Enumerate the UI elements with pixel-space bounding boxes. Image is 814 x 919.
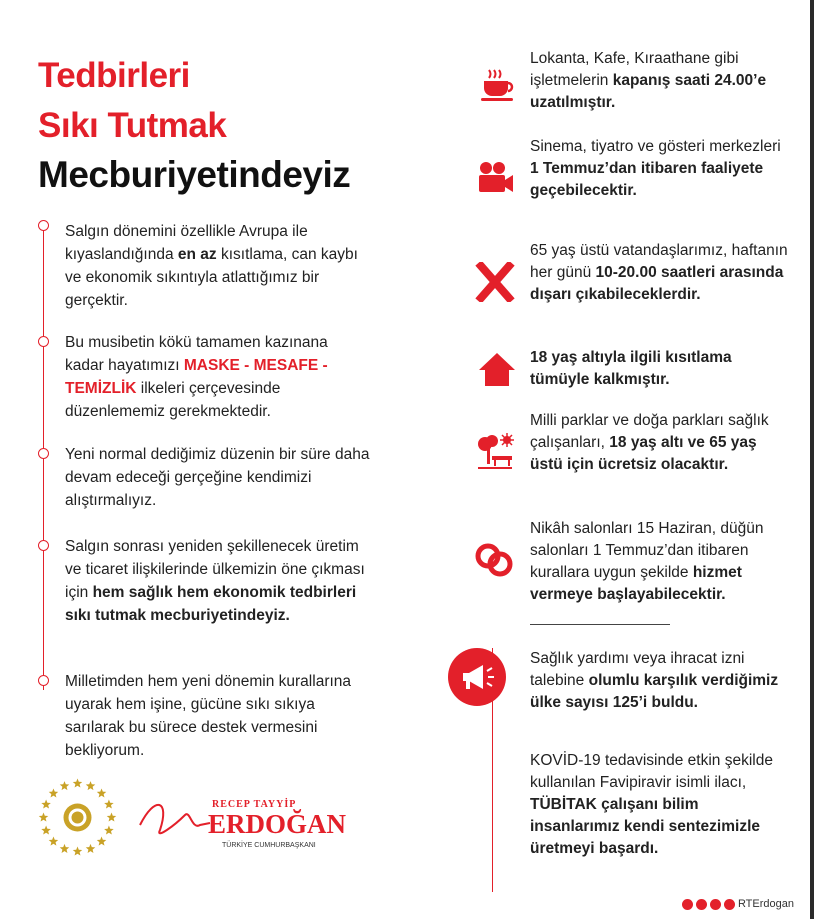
seal-star <box>39 813 49 822</box>
emphasis: 18 yaş altı ve 65 yaş üstü için ücretsiz olacaktır. <box>530 434 757 473</box>
coffee-cup-icon <box>477 64 517 104</box>
movie-camera-icon <box>475 158 515 198</box>
seal-star <box>107 813 117 822</box>
handwritten-signature <box>140 805 210 833</box>
text: KOVİD-19 tedavisinde etkin şekilde kullanılan Favipiravir isimli ilacı, <box>530 752 773 791</box>
signature-role: TÜRKİYE CUMHURBAŞKANI <box>222 842 316 849</box>
seal-star <box>104 826 114 835</box>
right-item-4 <box>530 347 790 391</box>
seal-star <box>41 799 51 808</box>
right-item-1 <box>530 48 790 114</box>
title-line-1: Tedbirleri <box>38 56 190 95</box>
emphasis: 1 Temmuz’dan itibaren faaliyete geçebilecektir. <box>530 160 764 199</box>
timeline-dot <box>38 448 49 459</box>
instagram-icon[interactable] <box>710 899 721 910</box>
text: Milletimden hem yeni dönemin kurallarına uyarak hem işine, gücüne sıkı sıkıya sarılarak bu sürece destek vermesini bekliyorum. <box>65 673 352 759</box>
signature-block <box>130 785 350 855</box>
left-paragraph-5 <box>65 670 370 762</box>
left-paragraph-2 <box>65 331 370 423</box>
seal-star <box>60 781 70 790</box>
rings-icon <box>474 540 514 580</box>
social-footer <box>682 898 794 910</box>
right-edge-border <box>810 0 814 919</box>
seal-star <box>97 788 107 797</box>
emphasis: hem sağlık hem ekonomik tedbirleri sıkı tutmak mecburiyetindeyiz. <box>65 584 357 624</box>
title-line-3: Mecburiyetindeyiz <box>38 154 351 195</box>
section-divider <box>530 624 670 625</box>
text: Nikâh salonları 15 Haziran, düğün salonları 1 Temmuz’dan itibaren kurallara uygun şekilde <box>530 520 764 581</box>
social-handle[interactable]: RTErdogan <box>737 898 794 910</box>
seal-star <box>41 826 51 835</box>
left-paragraph-4 <box>65 535 370 627</box>
right-item-3 <box>530 240 790 306</box>
seal-star <box>49 837 59 846</box>
emphasis: en az <box>177 246 217 263</box>
right-item-6 <box>530 518 790 606</box>
right-item-2 <box>530 136 790 202</box>
timeline-dot <box>38 336 49 347</box>
megaphone-icon <box>457 657 497 697</box>
x-mark-icon <box>475 262 515 302</box>
house-icon <box>477 350 517 390</box>
emphasis-red: MASKE - MESAFE - TEMİZLİK <box>65 357 328 397</box>
right-item-8 <box>530 750 790 860</box>
seal-star <box>73 779 83 788</box>
park-bench-icon <box>475 432 515 472</box>
emphasis: TÜBİTAK çalışanı bilim insanlarımız kendi sentezimizle üretmeyi başardı. <box>530 796 760 857</box>
seal-star <box>60 844 70 853</box>
emphasis: kapanış saati 24.00’e uzatılmıştır. <box>530 72 767 111</box>
youtube-icon[interactable] <box>724 899 735 910</box>
text: Milli parklar ve doğa parkları sağlık çalışanları, <box>530 412 769 451</box>
emphasis: olumlu karşılık verdiğimiz ülke sayısı 125’i buldu. <box>530 672 779 711</box>
emphasis: hizmet vermeye başlayabilecektir. <box>530 564 742 603</box>
emphasis: 10-20.00 saatleri arasında dışarı çıkabileceklerdir. <box>530 264 784 303</box>
text: Salgın dönemini özellikle Avrupa ile kıyaslandığında <box>65 223 308 263</box>
signature-first-names: RECEP TAYYİP <box>212 799 297 810</box>
text: 65 yaş üstü vatandaşlarımız, haftanın her günü <box>530 242 788 281</box>
twitter-icon[interactable] <box>682 899 693 910</box>
seal-star <box>73 847 83 856</box>
seal-star <box>49 788 59 797</box>
text: Salgın sonrası yeniden şekillenecek üretim ve ticaret ilişkilerinde ülkemizin öne çıkması için <box>65 538 365 601</box>
facebook-icon[interactable] <box>696 899 707 910</box>
seal-star <box>86 781 96 790</box>
text: Sinema, tiyatro ve gösteri merkezleri <box>530 138 781 155</box>
seal-star <box>104 799 114 808</box>
presidential-seal-icon <box>35 775 120 860</box>
seal-star <box>97 837 107 846</box>
emphasis: 18 yaş altıyla ilgili kısıtlama tümüyle kalkmıştır. <box>530 349 732 388</box>
signature-surname: ERDOĞAN <box>208 809 347 839</box>
text: Lokanta, Kafe, Kıraathane gibi işletmelerin <box>530 50 739 89</box>
timeline-dot <box>38 220 49 231</box>
text: Yeni normal dediğimiz düzenin bir süre daha devam edeceği gerçeğine kendimizi alıştırmalıyız. <box>65 446 370 509</box>
text: kısıtlama, can kaybı ve ekonomik sıkıntıyla atlattığımız bir gerçektir. <box>65 246 358 309</box>
title-line-2: Sıkı Tutmak <box>38 106 227 145</box>
text: ilkeleri çerçevesinde düzenlememiz gerekmektedir. <box>65 380 281 420</box>
text: Sağlık yardımı veya ihracat izni talebine <box>530 650 745 689</box>
timeline-dot <box>38 675 49 686</box>
right-item-5 <box>530 410 790 476</box>
text: Bu musibetin kökü tamamen kazınana kadar hayatımızı <box>65 334 328 374</box>
left-paragraph-1 <box>65 220 370 312</box>
right-item-7 <box>530 648 790 714</box>
seal-star <box>86 844 96 853</box>
left-paragraph-3 <box>65 443 370 512</box>
timeline-dot <box>38 540 49 551</box>
